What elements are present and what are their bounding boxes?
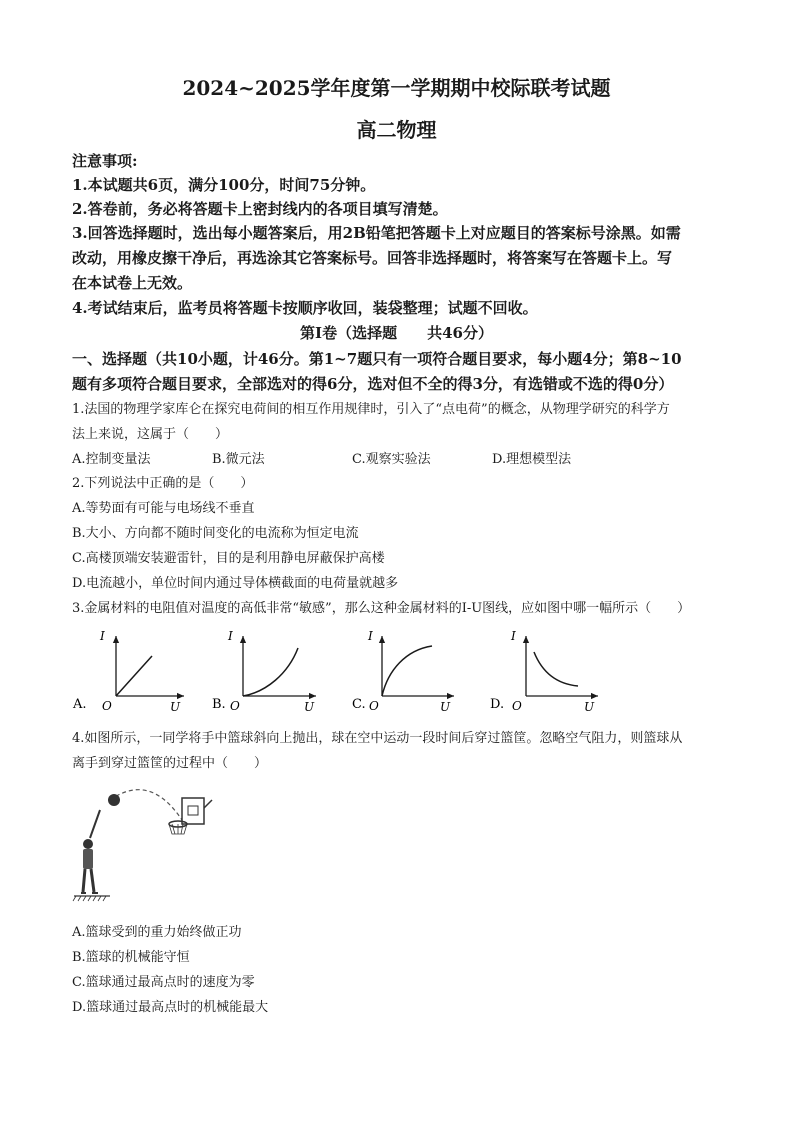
section-intro-line-2: 题有多项符合题目要求，全部选对的得6分，选对但不全的得3分，有选错或不选的得0分） (72, 375, 674, 393)
q3-graph-a (72, 629, 184, 714)
q1-option-c: C.观察实验法 (352, 452, 431, 467)
q1-option-b: B.微元法 (212, 452, 265, 467)
notice-item-1: 1.本试题共6页，满分100分，时间75分钟。 (72, 176, 376, 194)
exam-title: 2024~2025学年度第一学期期中校际联考试题 (182, 76, 611, 100)
q4-option-d: D.篮球通过最高点时的机械能最大 (72, 1000, 269, 1015)
ball-trajectory (110, 790, 182, 820)
graph-c-label: C. (352, 697, 366, 712)
q1-stem-line-2: 法上来说，这属于（ ） (72, 427, 229, 442)
q3-graph-d (490, 629, 598, 714)
q4-option-b: B.篮球的机械能守恒 (72, 950, 190, 965)
graph-a-curve (116, 656, 152, 696)
graph-d-curve (534, 652, 578, 686)
q3-graphs (66, 626, 726, 718)
subject-title: 高二物理 (356, 118, 437, 142)
graph-b-y-label: I (228, 629, 233, 643)
section-label: 第Ⅰ卷（选择题 共46分） (300, 324, 493, 342)
q2-stem: 2.下列说法中正确的是（ ） (72, 476, 254, 491)
q3-graph-b (212, 629, 316, 714)
backboard-icon (182, 798, 204, 824)
q4-stem-line-1: 4.如图所示，一同学将手中篮球斜向上抛出，球在空中运动一段时间后穿过篮筐。忽略空气阻力，则篮球从 (72, 731, 683, 746)
basketball-icon (108, 794, 120, 806)
graph-c-origin: O (369, 699, 379, 713)
graph-c-y-label: I (368, 629, 373, 643)
graph-a-origin: O (102, 699, 112, 713)
notice-item-4: 4.考试结束后，监考员将答题卡按顺序收回，装袋整理；试题不回收。 (72, 299, 538, 317)
notice-item-2: 2.答卷前，务必将答题卡上密封线内的各项目填写清楚。 (72, 200, 448, 218)
q3-graph-c (352, 629, 454, 714)
graph-a-y-label: I (100, 629, 105, 643)
q1-stem-line-1: 1.法国的物理学家库仑在探究电荷间的相互作用规律时，引入了“点电荷”的概念，从物理学研究的科学方 (72, 402, 670, 417)
notice-heading: 注意事项: (72, 152, 138, 170)
graph-b-label: B. (212, 697, 226, 712)
basketball-figure (70, 780, 220, 910)
graph-c-curve (382, 646, 432, 696)
graph-c-x-label: U (440, 700, 451, 714)
q4-option-c: C.篮球通过最高点时的速度为零 (72, 975, 255, 990)
graph-d-origin: O (512, 699, 522, 713)
notice-item-3-line-1: 3.回答选择题时，选出每小题答案后，用2B铅笔把答题卡上对应题目的答案标号涂黑。如需 (72, 224, 681, 242)
q3-stem: 3.金属材料的电阻值对温度的高低非常“敏感”，那么这种金属材料的I-U图线，应如图中哪一幅所示（ ） (72, 601, 691, 616)
student-icon (81, 810, 100, 893)
graph-b-origin: O (230, 699, 240, 713)
graph-d-x-label: U (584, 700, 595, 714)
q2-option-d: D.电流越小，单位时间内通过导体横截面的电荷量就越多 (72, 576, 399, 591)
notice-item-3-line-3: 在本试卷上无效。 (72, 274, 193, 292)
q1-option-d: D.理想模型法 (492, 452, 572, 467)
graph-d-label: D. (490, 697, 505, 712)
q2-option-a: A.等势面有可能与电场线不垂直 (72, 501, 255, 516)
q4-option-a: A.篮球受到的重力始终做正功 (72, 925, 242, 940)
q2-option-b: B.大小、方向都不随时间变化的电流称为恒定电流 (72, 526, 359, 541)
notice-item-3-line-2: 改动，用橡皮擦干净后，再选涂其它答案标号。回答非选择题时，将答案写在答题卡上。写 (72, 249, 673, 267)
q4-stem-line-2: 离手到穿过篮筐的过程中（ ） (72, 756, 268, 771)
q2-option-c: C.高楼顶端安装避雷针，目的是利用静电屏蔽保护高楼 (72, 551, 385, 566)
graph-b-x-label: U (304, 700, 315, 714)
q1-option-a: A.控制变量法 (72, 452, 151, 467)
graph-a-x-label: U (170, 700, 181, 714)
graph-a-label: A. (73, 697, 87, 712)
section-intro-line-1: 一、选择题（共10小题，计46分。第1~7题只有一项符合题目要求，每小题4分；第8~10 (72, 350, 682, 368)
graph-b-curve (243, 648, 298, 696)
graph-d-y-label: I (511, 629, 516, 643)
